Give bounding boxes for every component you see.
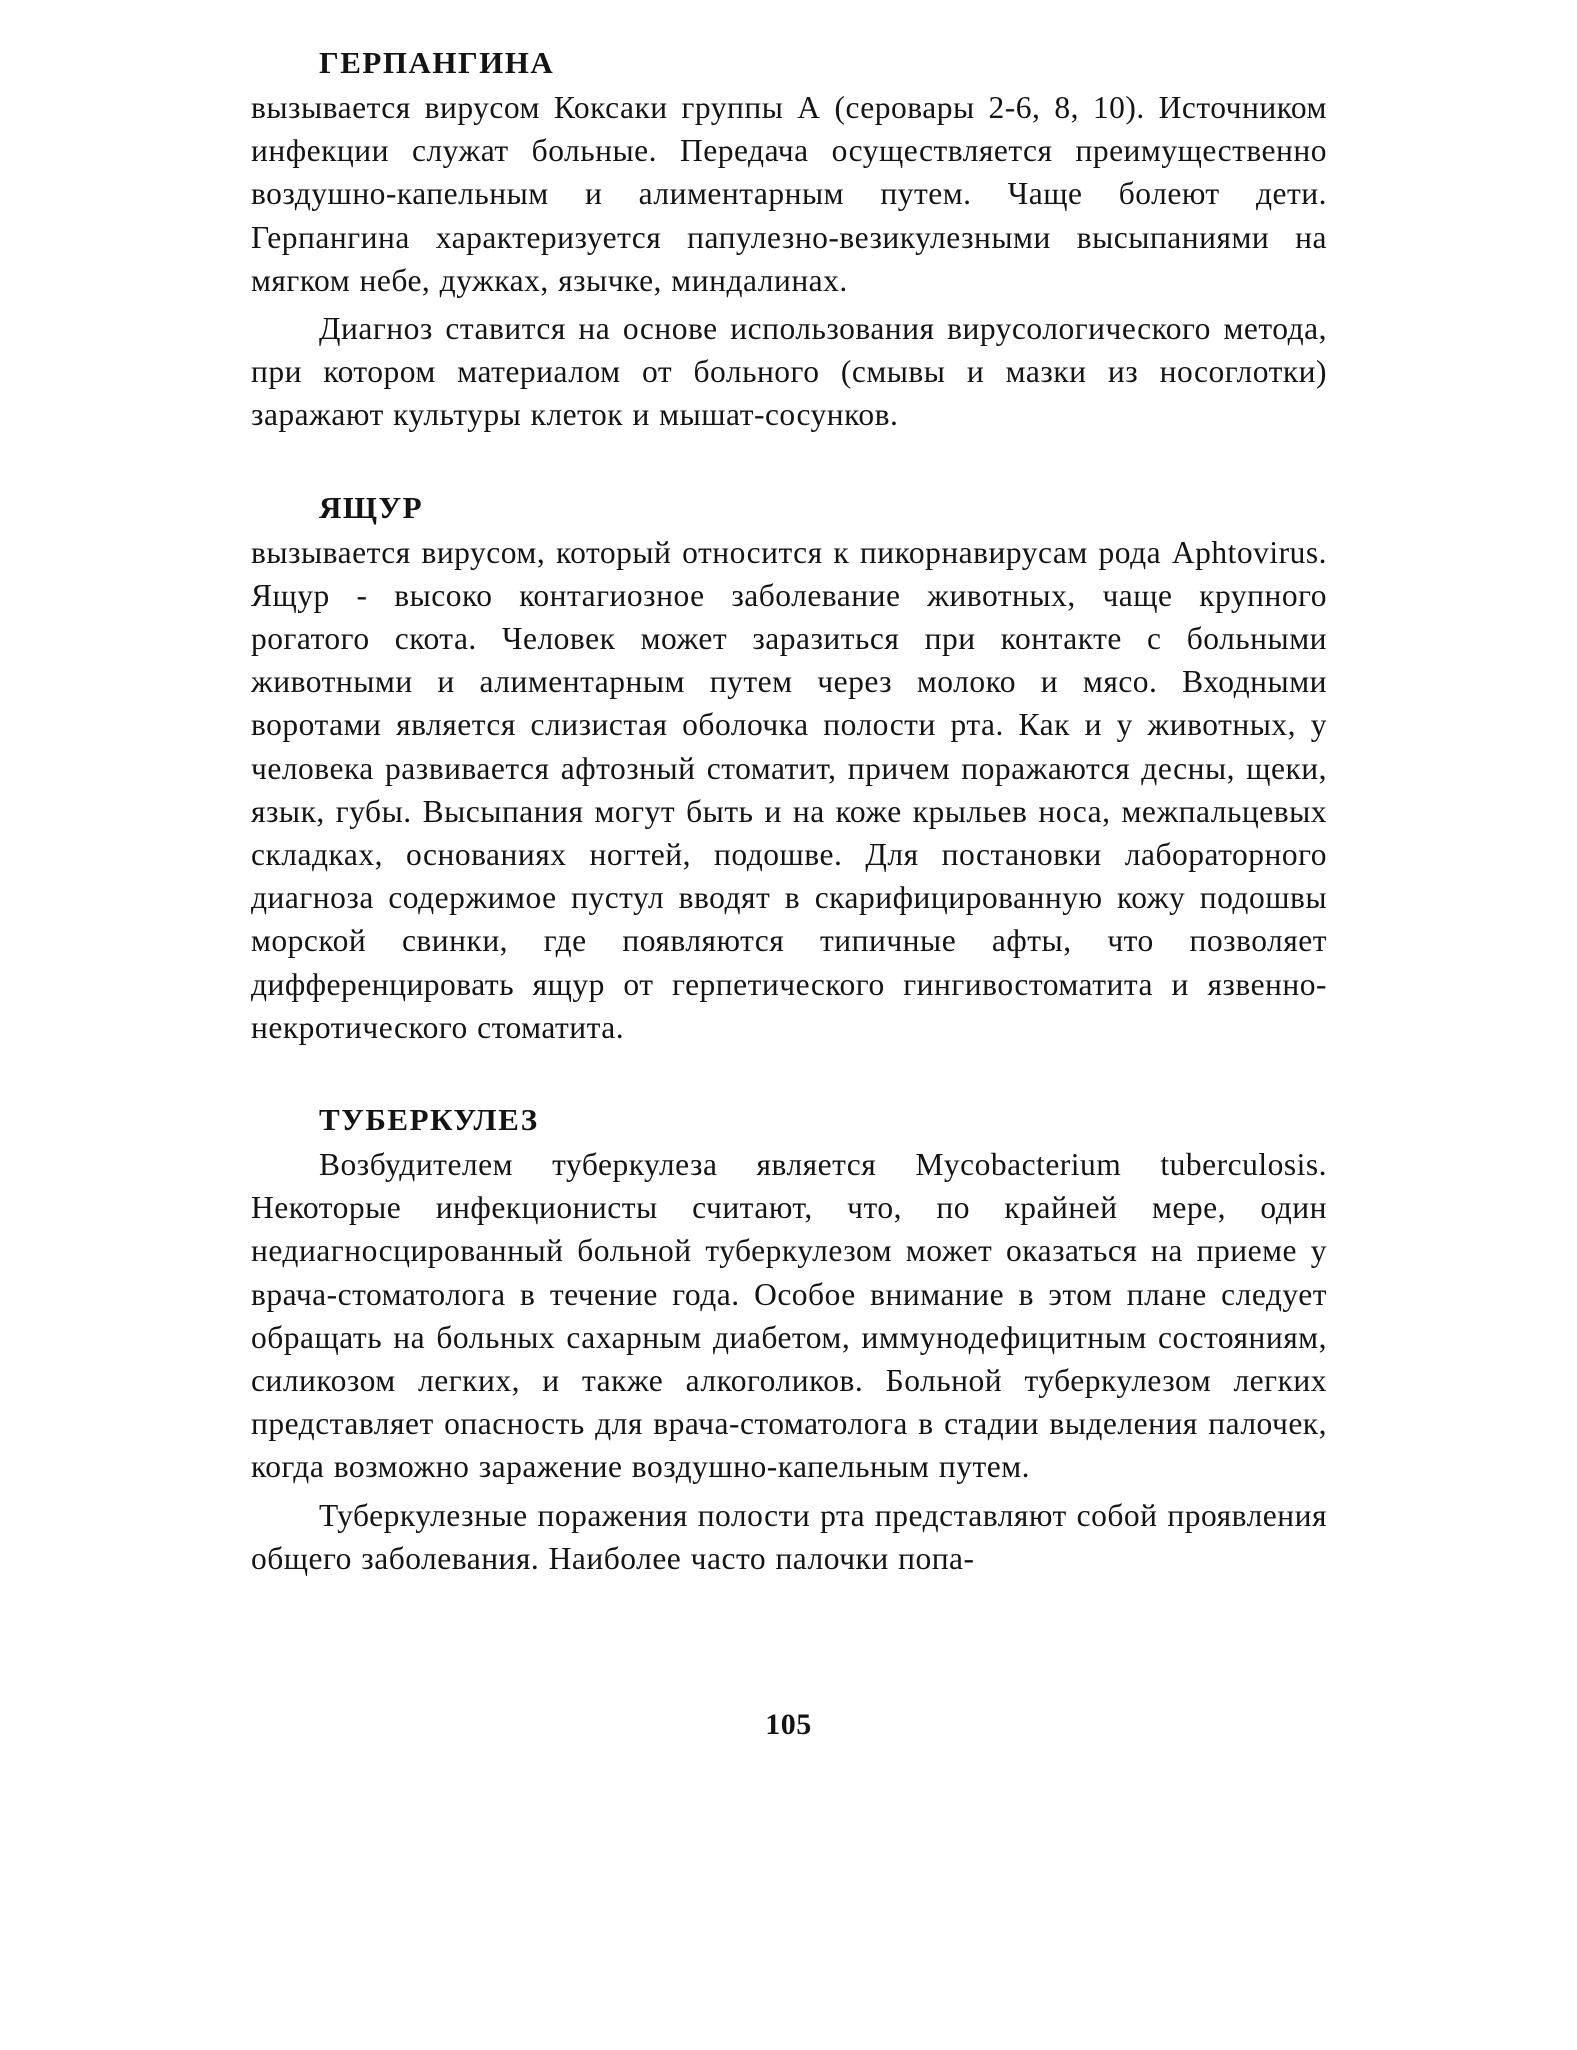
section-spacer — [251, 437, 1327, 485]
section-spacer — [251, 1049, 1327, 1097]
paragraph: вызывается вирусом Коксаки группы А (серовары 2-6, 8, 10). Источником инфекции служат больные. Передача осуществляется преимущественно воздушно-капельным и алиментарным путем. Чаще болеют дети. Герпангина характеризуется папулезно-везикулезными высыпаниями на мягком небе, дужках, язычке, миндалинах. — [251, 90, 1327, 298]
section-heading: ТУБЕРКУЛЕЗ — [319, 1102, 539, 1138]
document-page — [251, 40, 1327, 1580]
section-heading: ЯЩУР — [319, 489, 424, 525]
paragraph: Диагноз ставится на основе использования вирусологического метода, при котором материалом от больного (смывы и мазки из носоглотки) заражают культуры клеток и мышат-сосунков. — [251, 311, 1327, 433]
section-foot-and-mouth — [251, 485, 1327, 1049]
section-heading: ГЕРПАНГИНА — [319, 45, 555, 80]
page-number: 105 — [765, 1708, 812, 1741]
paragraph: вызывается вирусом, который относится к пикорнавирусам рода Aphtovirus. Ящур - высоко контагиозное заболевание животных, чаще крупного рогатого скота. Человек может заразиться при контакте с больными животными и алиментарным путем через молоко и мясо. Входными воротами является слизистая оболочка полости рта. Как и у животных, у человека развивается афтозный стоматит, причем поражаются десны, щеки, язык, губы. Высыпания могут быть и на коже крыльев носа, межпальцевых складках, основаниях ногтей, подошве. Для постановки лабораторного диагноза содержимое пустул вводят в скарифицированную кожу подошвы морской свинки, где появляются типичные афты, что позволяет дифференцировать ящур от герпетического гингивостоматита и язвенно-некротического стоматита. — [251, 534, 1327, 1045]
section-herpangina — [251, 40, 1327, 437]
section-tuberculosis — [251, 1097, 1327, 1580]
paragraph: Возбудителем туберкулеза является Mycobacterium tuberculosis. Некоторые инфекционисты считают, что, по крайней мере, один недиагносцированный больной туберкулезом может оказаться на приеме у врача-стоматолога в течение года. Особое внимание в этом плане следует обращать на больных сахарным диабетом, иммунодефицитным состояниям, силикозом легких, и также алкоголиков. Больной туберкулезом легких представляет опасность для врача-стоматолога в стадии выделения палочек, когда возможно заражение воздушно-капельным путем. — [251, 1147, 1327, 1485]
paragraph: Туберкулезные поражения полости рта представляют собой проявления общего заболевания. Наиболее часто палочки попа- — [251, 1497, 1327, 1576]
